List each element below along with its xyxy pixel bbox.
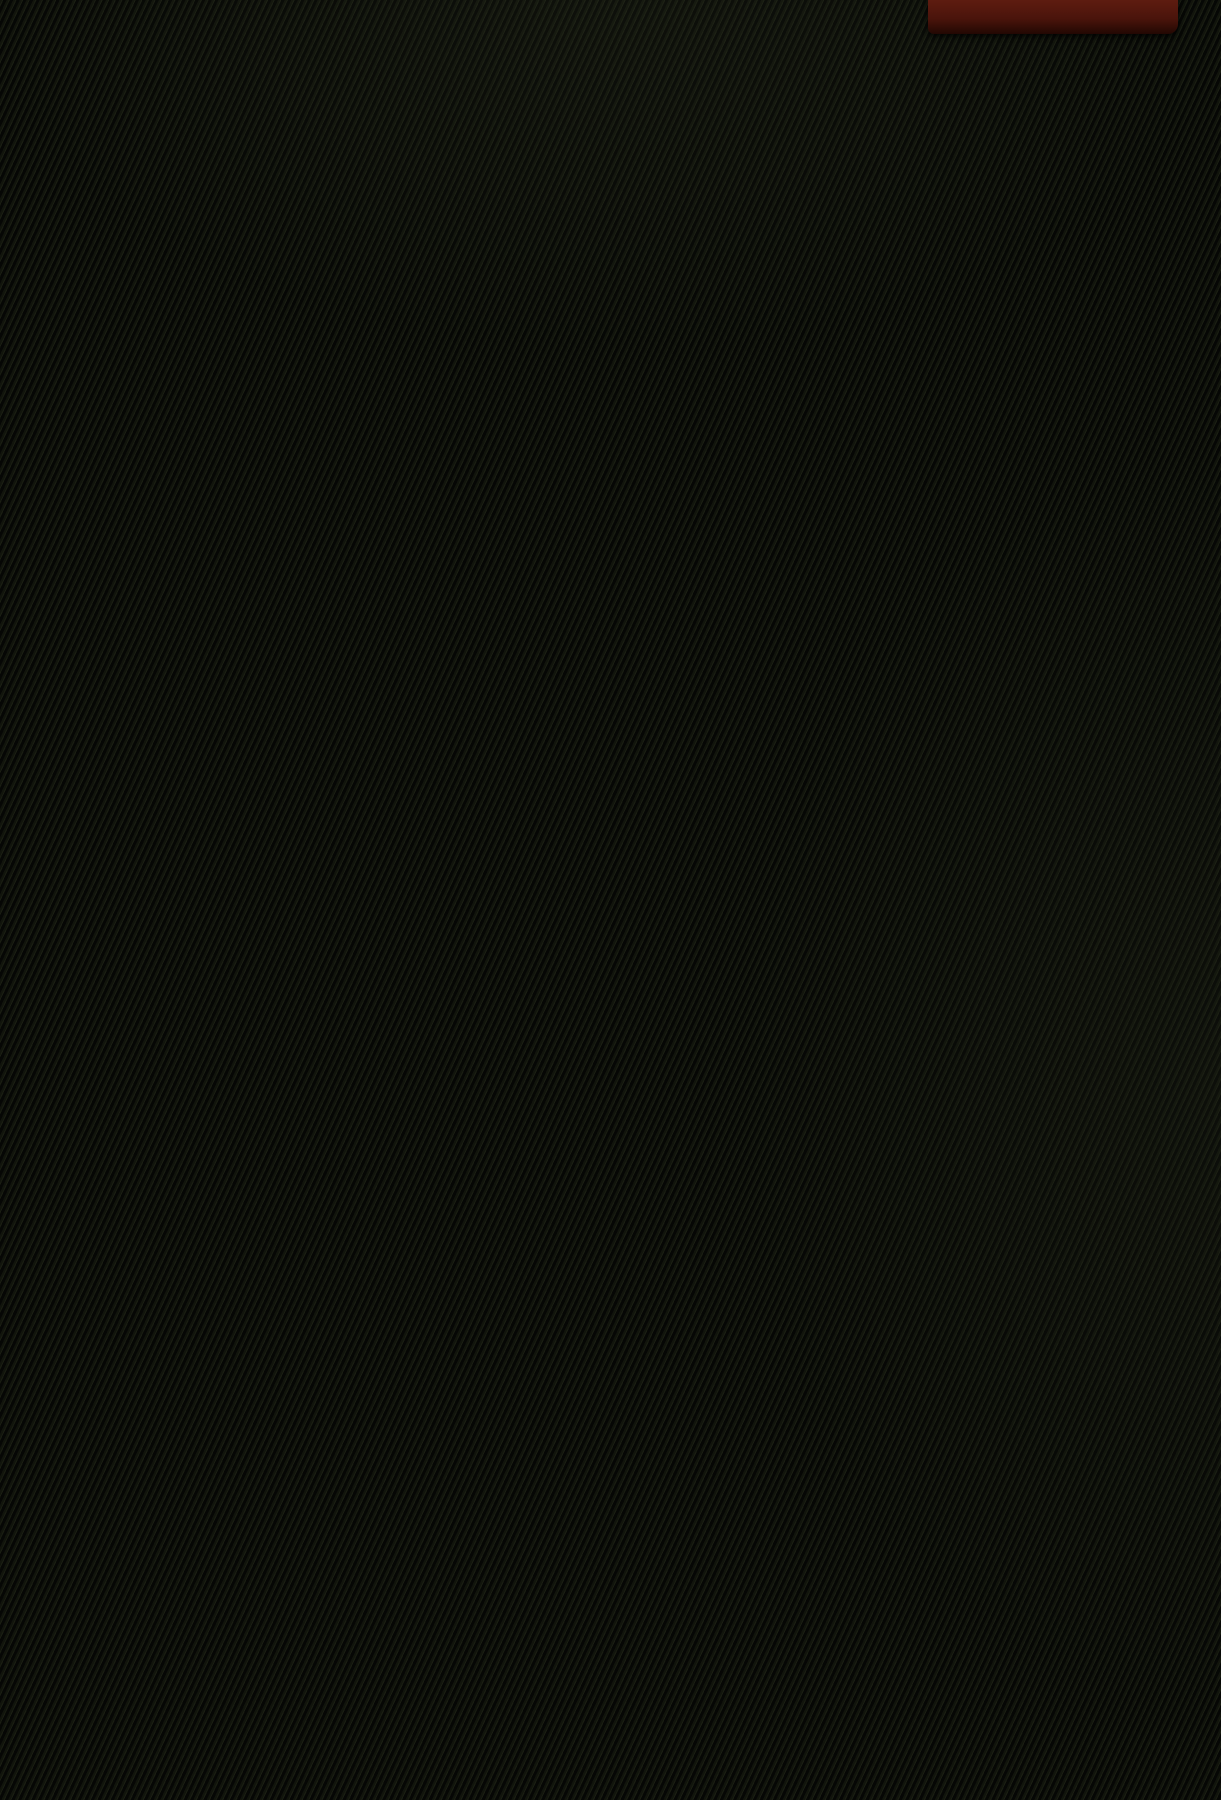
book-fore-edge-pages (1040, 22, 1108, 1786)
